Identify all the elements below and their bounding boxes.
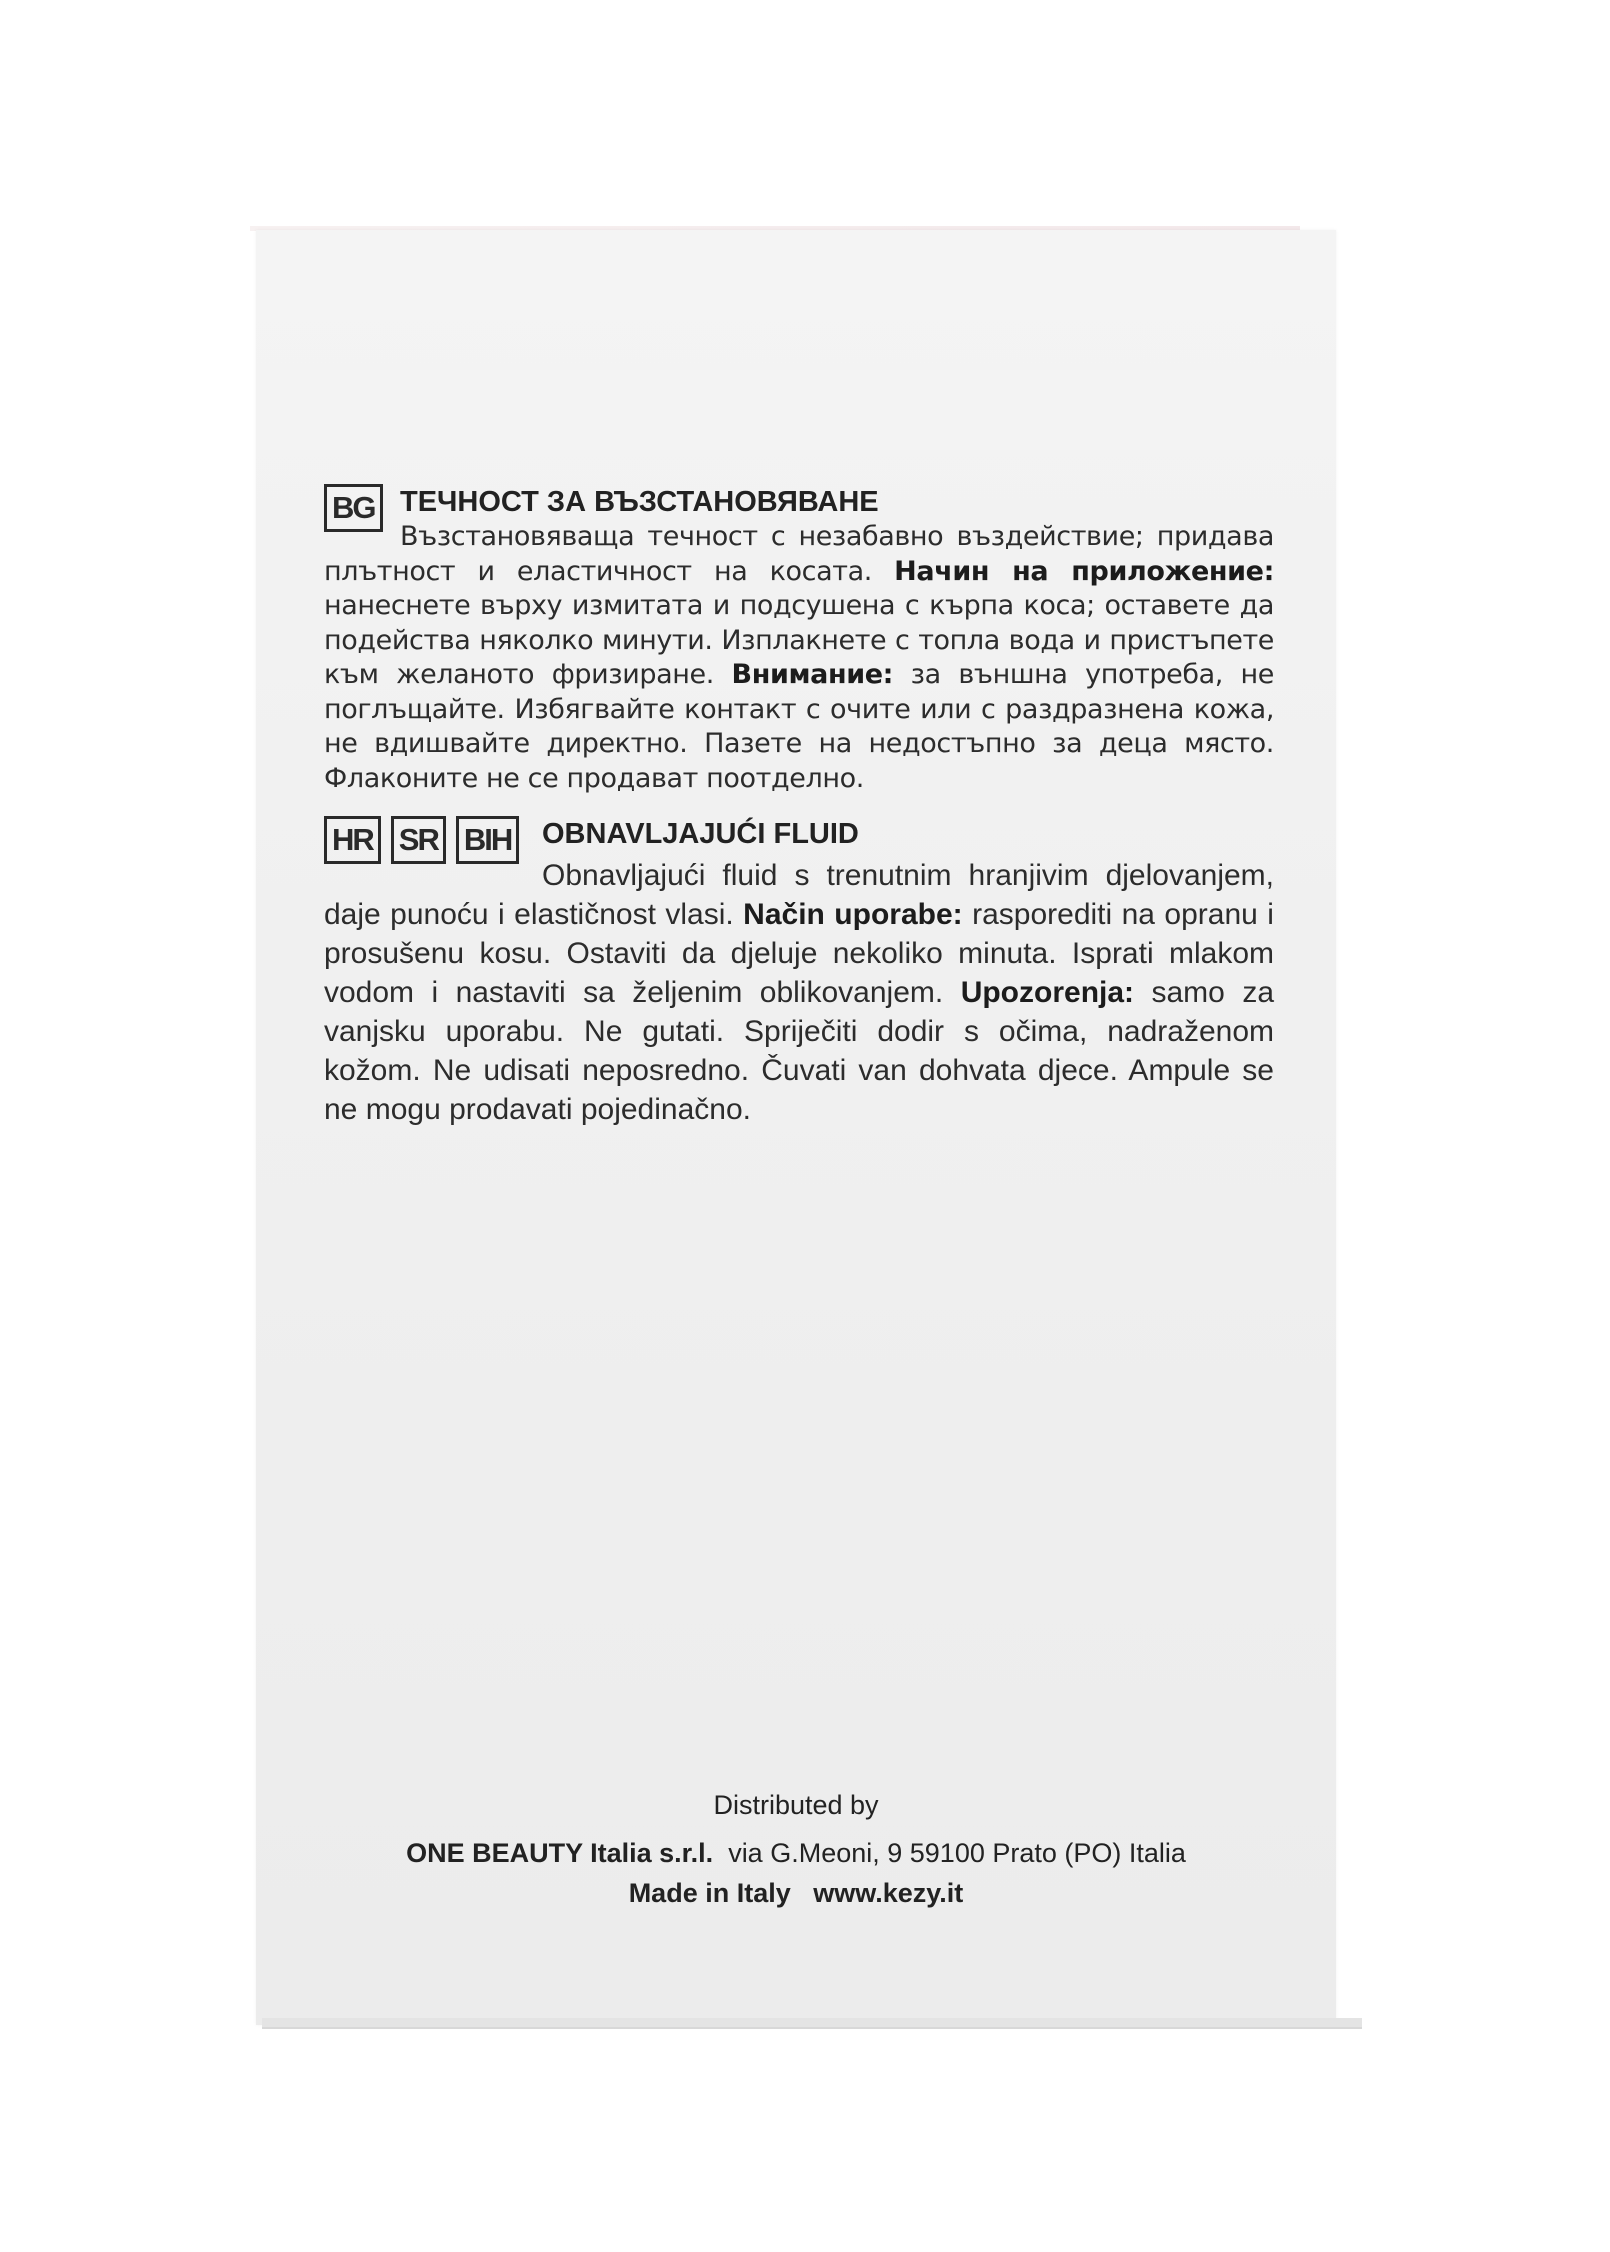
made-in-italy: Made in Italy: [628, 1878, 791, 1908]
section-body-bg: [324, 520, 1274, 796]
company-line: [256, 1838, 1336, 1869]
language-badge-bg: BG: [324, 484, 383, 532]
usage-label: Начин на приложение:: [894, 555, 1274, 587]
warning-text: samo za vanjsku uporabu. Ne gutati. Spriječiti dodir s očima, nadraženom kožom. Ne udisati neposredno. Čuvati van dohvata djece. Ampule se ne mogu prodavati pojedinačno.: [324, 976, 1275, 1126]
company-address: via G.Meoni, 9 59100 Prato (PO) Italia: [728, 1838, 1186, 1868]
language-badge-hr: HR: [324, 816, 381, 864]
intro-text: Obnavljajući fluid s trenutnim hranjivim djelovanjem, daje punoću i elastičnost vlasi.: [324, 859, 1274, 931]
usage-label: Način uporabe:: [743, 898, 963, 931]
section-body-hr: [324, 856, 1274, 1129]
section-title-hr: OBNAVLJAJUĆI FLUID: [542, 818, 859, 850]
language-badge-sr: SR: [391, 816, 446, 864]
section-title-bg: ТЕЧНОСТ ЗА ВЪЗСТАНОВЯВАНЕ: [400, 486, 879, 518]
warning-label: Внимание:: [731, 659, 894, 690]
intro-text: Възстановяваща течност с незабавно въздействие; придава плътност и еластичност на косата.: [324, 521, 1274, 587]
company-name: ONE BEAUTY Italia s.r.l.: [406, 1838, 714, 1868]
distributed-by: Distributed by: [713, 1790, 879, 1820]
warning-label: Upozorenja:: [960, 976, 1135, 1009]
warning-text: за външна употреба, не поглъщайте. Избягвайте контакт с очите или с раздразнена кожа, не вдишвайте директно. Пазете на недостъпно за деца място. Флаконите не се продават поотделно.: [324, 659, 1274, 794]
language-badge-bih: BIH: [456, 816, 519, 864]
box-bottom-edge: [262, 2018, 1362, 2029]
usage-text: нанеснете върху измитата и подсушена с кърпа коса; оставете да подейства няколко минути. Изплакнете с топла вода и пристъпете към желаното фризиране.: [324, 590, 1274, 690]
made-in-line: [256, 1878, 1336, 1909]
website: www.kezy.it: [813, 1878, 964, 1908]
usage-text: rasporediti na opranu i prosušenu kosu. Ostaviti da djeluje nekoliko minuta. Isprati mlakom vodom i nastaviti sa željenim oblikovanjem.: [324, 898, 1274, 1009]
